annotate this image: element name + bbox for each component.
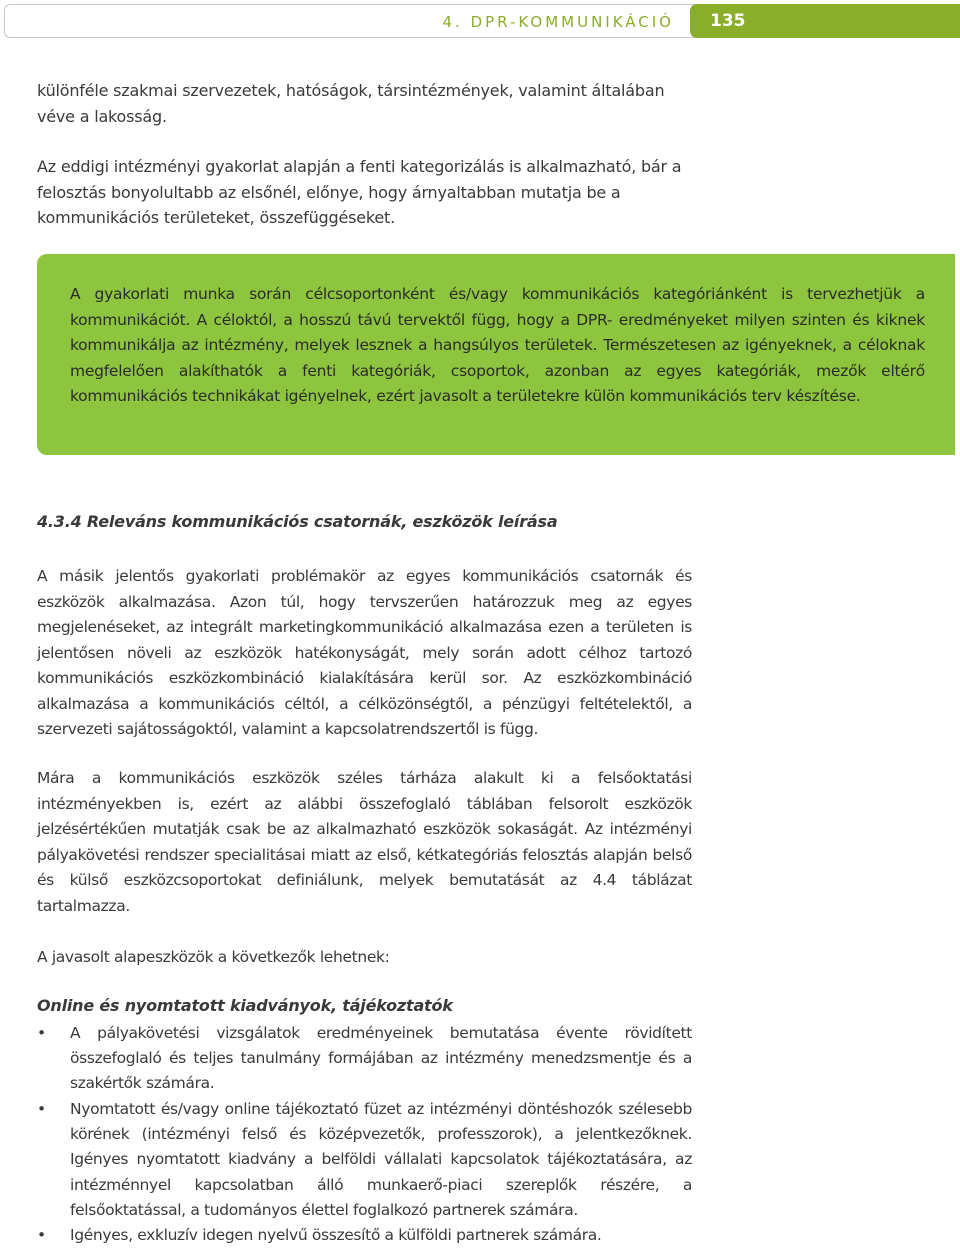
intro-paragraph-1: különféle szakmai szervezetek, hatóságok, társintézmények, valamint általában véve a lakosság.	[37, 81, 665, 126]
highlight-box-text: A gyakorlati munka során célcsoportonként és/vagy kommunikációs kategóriánként is tervezhetjük a kommunikációt. A céloktól, a hosszú távú tervektől függ, hogy a DPR- eredményeket milyen szinten és kiknek kommunikálja az intézmény, melyek lesznek a hangsúlyos területek. Természetesen az igényeknek, a céloknak megfelelően alakíthatók a fenti kategóriák, csoportok, azonban az egyes kategóriák, mezők eltérő kommunikációs technikákat igényelnek, ezért javasolt a területekre külön kommunikációs terv készítése.	[70, 285, 925, 406]
list-item	[37, 1097, 692, 1223]
intro-paragraph-2: Az eddigi intézményi gyakorlat alapján a fenti kategorizálás is alkalmazható, bár a felosztás bonyolultabb az elsőnél, előnye, hogy árnyaltabban mutatja be a kommunikációs területeket, összefüggéseket.	[37, 157, 682, 227]
bullet-marker: •	[37, 1099, 46, 1118]
section-paragraph-3: A javasolt alapeszközök a következők lehetnek:	[37, 948, 390, 966]
section-heading: 4.3.4 Releváns kommunikációs csatornák, eszközök leírása	[37, 512, 558, 531]
list-item-text: A pályakövetési vizsgálatok eredményeinek bemutatása évente rövidített összefoglaló és teljes tanulmány formájában az intézmény menedzsmentje és a szakértők számára.	[70, 1024, 692, 1093]
bullet-list	[37, 1021, 692, 1248]
running-head-title: 4. DPR-KOMMUNIKÁCIÓ	[442, 13, 674, 31]
list-item-text: Igényes, exkluzív idegen nyelvű összesítő a külföldi partnerek számára.	[70, 1225, 602, 1244]
bullet-marker: •	[37, 1225, 46, 1244]
section-paragraph-2: Mára a kommunikációs eszközök széles tárháza alakult ki a felsőoktatási intézményekben is, ezért az alábbi összefoglaló táblában felsorolt eszközök jelzésértékűen mutatják csak be az alkalmazható eszközök sokaságát. Az intézményi pályakövetési rendszer specialitásai miatt az első, kétkategóriás felosztás alapján belső és külső eszközcsoportokat definiálunk, melyek bemutatását az 4.4 táblázat tartalmazza.	[37, 769, 692, 915]
highlight-box	[37, 254, 955, 455]
subheading-publications: Online és nyomtatott kiadványok, tájékoztatók	[37, 996, 453, 1015]
section-paragraph-1: A másik jelentős gyakorlati problémakör az egyes kommunikációs csatornák és eszközök alkalmazása. Azon túl, hogy tervszerűen határozzuk meg az egyes megjelenéseket, az integrált marketingkommunikáció alkalmazása ezen a területen is jelentősen növeli az eszközök hatékonyságát, mely során adott célhoz tartozó kommunikációs eszközkombináció kialakítására kerül sor. Az eszközkombináció alkalmazása a kommunikációs céltól, a célközönségtől, a pénzügyi feltételektől, a szervezeti sajátosságoktól, valamint a kapcsolatrendszertől is függ.	[37, 567, 692, 738]
list-item	[37, 1021, 692, 1097]
list-item-text: Nyomtatott és/vagy online tájékoztató füzet az intézményi döntéshozók szélesebb körének (intézményi felső és középvezetők, professzorok), a jelentkezőknek. Igényes nyomtatott kiadvány a belföldi vállalati kapcsolatok tájékoztatására, az intézménnyel kapcsolatban álló munkaerő-piaci szereplők részére, a felsőoktatással, a tudományos élettel foglalkozó partnerek számára.	[70, 1099, 692, 1219]
list-item	[37, 1223, 692, 1248]
page-number-tab: 135	[690, 4, 960, 38]
bullet-marker: •	[37, 1024, 46, 1042]
